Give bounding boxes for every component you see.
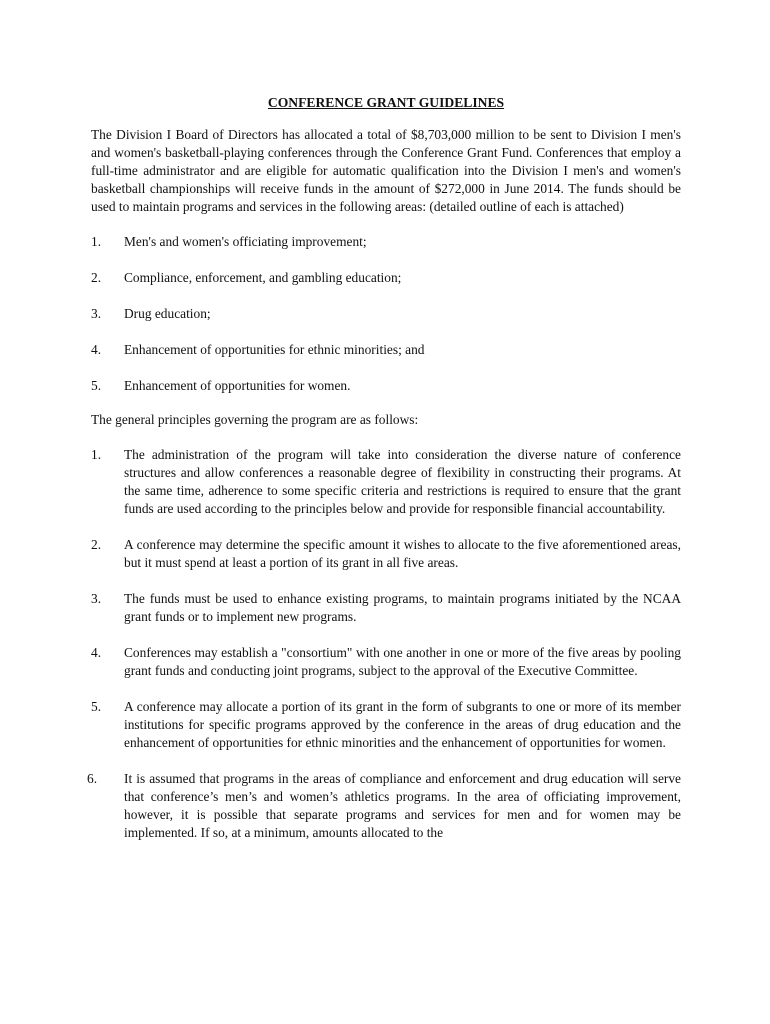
list-item [91, 590, 681, 626]
list-item-text: A conference may determine the specific amount it wishes to allocate to the five aforementioned areas, but it must spend at least a portion of its grant in all five areas. [124, 537, 681, 570]
list-item [91, 233, 681, 251]
list-item [91, 536, 681, 572]
list-item-text: Enhancement of opportunities for ethnic minorities; and [124, 342, 425, 357]
list-item [91, 446, 681, 518]
list-item [91, 269, 681, 287]
list-item [91, 377, 681, 395]
list-item-text: A conference may allocate a portion of its grant in the form of subgrants to one or more of its member institutions for specific programs approved by the conference in the areas of drug education and the enhancement of opportunities for ethnic minorities and the enhancement of opportunities for women. [124, 699, 681, 750]
principles-list [87, 446, 681, 842]
list-item-text: The administration of the program will take into consideration the diverse nature of conference structures and allow conferences a reasonable degree of flexibility in constructing their programs. At the same time, adherence to some specific criteria and restrictions is required to ensure that the grant funds are used according to the principles below and provide for responsible financial accountability. [124, 447, 681, 516]
list-item [91, 644, 681, 680]
list-item-text: It is assumed that programs in the areas of compliance and enforcement and drug education will serve that conference’s men’s and women’s athletics programs. In the area of officiating improvement, however, it is possible that separate programs and services for men and for women may be implemented. If so, at a minimum, amounts allocated to the [124, 771, 681, 840]
list-item-number: 1. [91, 447, 102, 462]
document-body [87, 94, 681, 860]
list-item [87, 770, 681, 842]
list-item-number: 2. [91, 270, 102, 285]
intro-paragraph: The Division I Board of Directors has allocated a total of $8,703,000 million to be sent to Division I men's and women's basketball-playing conferences through the Conference Grant Fund. Conferences that employ a full-time administrator and are eligible for automatic qualification into the Division I men's and women's basketball championships will receive funds in the amount of $272,000 in June 2014. The funds should be used to maintain programs and services in the following areas: (detailed outline of each is attached) [91, 127, 681, 214]
document-title: CONFERENCE GRANT GUIDELINES [267, 95, 505, 110]
list-item [91, 698, 681, 752]
list-item-text: Drug education; [124, 306, 211, 321]
list-item-number: 5. [91, 699, 102, 714]
list-item-text: The funds must be used to enhance existing programs, to maintain programs initiated by the NCAA grant funds or to implement new programs. [124, 591, 681, 624]
list-item-number: 1. [91, 234, 102, 249]
list-item-number: 3. [91, 591, 102, 606]
principles-intro: The general principles governing the program are as follows: [91, 412, 419, 427]
list-item-text: Men's and women's officiating improvement; [124, 234, 367, 249]
list-item [91, 341, 681, 359]
list-item-text: Conferences may establish a "consortium" with one another in one or more of the five areas by pooling grant funds and conducting joint programs, subject to the approval of the Executive Committee. [124, 645, 681, 678]
list-item-number: 3. [91, 306, 102, 321]
list-item-number: 5. [91, 378, 102, 393]
program-areas-list [91, 233, 681, 395]
list-item [91, 305, 681, 323]
list-item-text: Compliance, enforcement, and gambling education; [124, 270, 402, 285]
list-item-number: 6. [87, 771, 98, 786]
list-item-number: 2. [91, 537, 102, 552]
list-item-number: 4. [91, 342, 102, 357]
list-item-text: Enhancement of opportunities for women. [124, 378, 351, 393]
list-item-number: 4. [91, 645, 102, 660]
